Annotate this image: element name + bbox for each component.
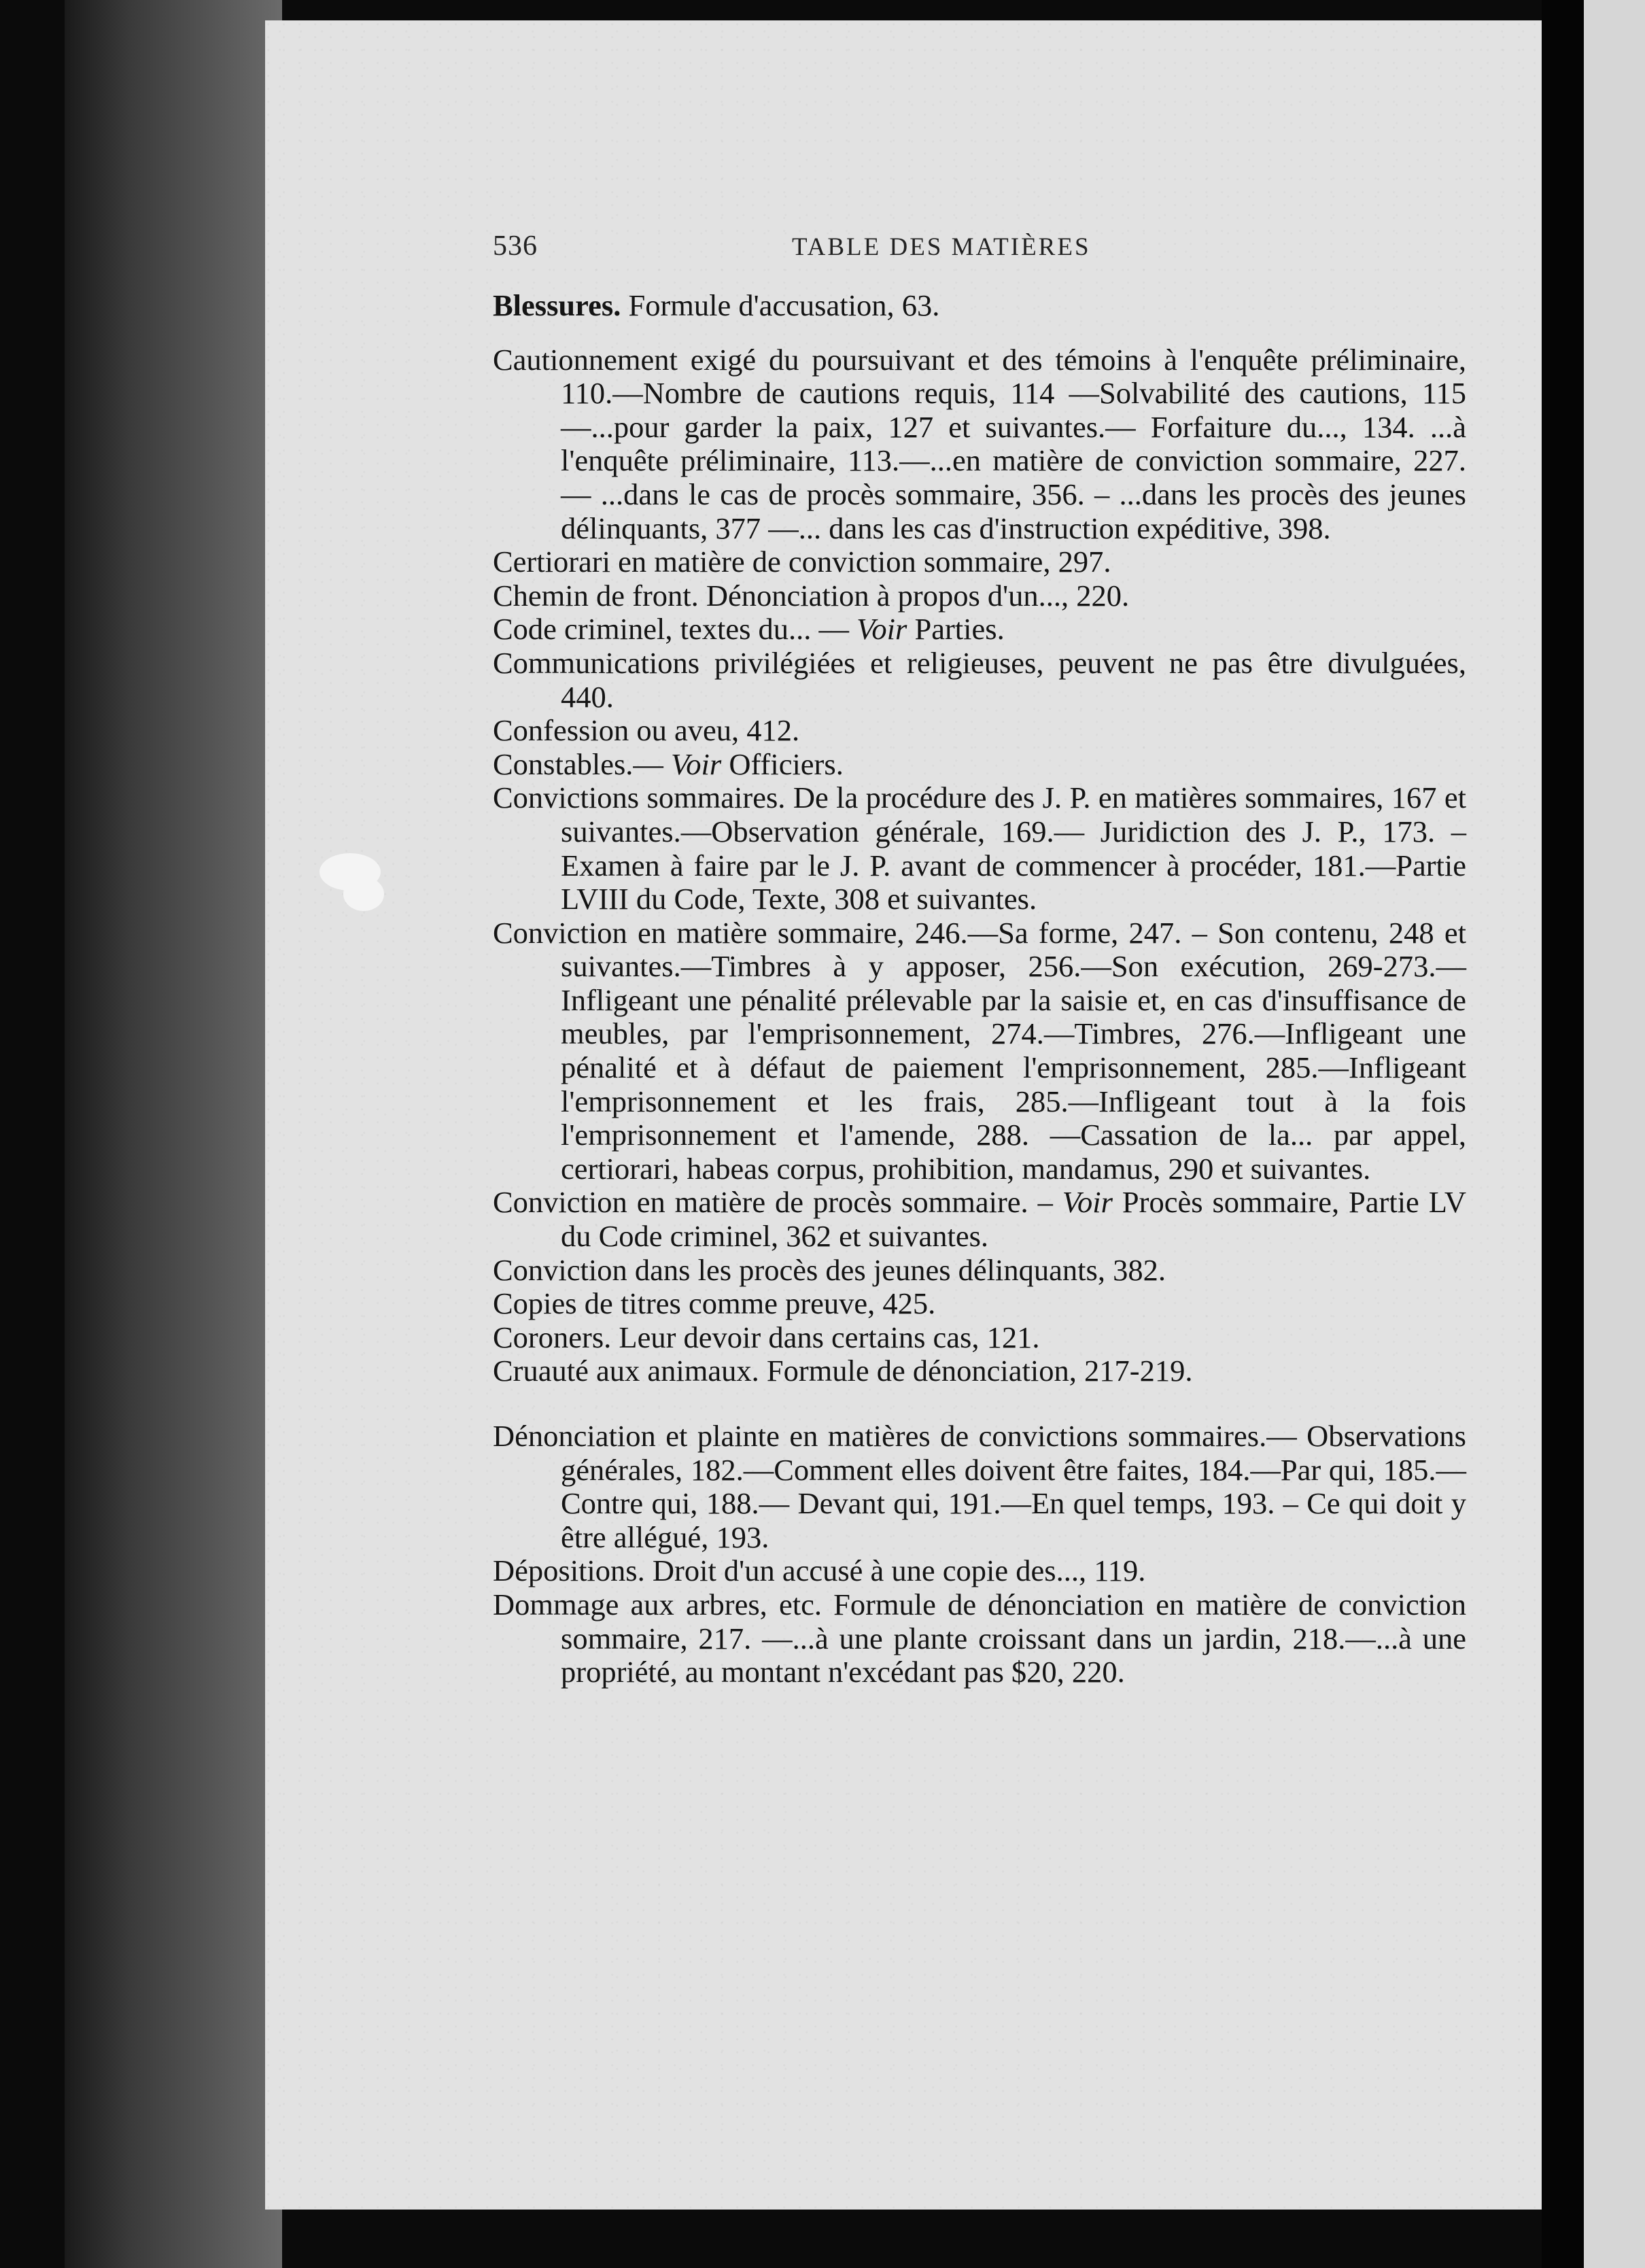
entry-text: en matière sommaire, 246.—Sa forme, 247. – Son contenu, 248 et suivantes.—Timbres à y apposer, 256.—Son exécution, 269-273.— Infligeant une pénalité prélevable par la saisie et, en cas d'insuffisance de meubles, par l'emprisonnement, 274.—Timbres, 276.—Infligeant une pénalité et à défaut de paiement l'emprisonnement, 285.—Infligeant l'emprisonnement et les frais, 285.—Infligeant tout à la fois l'emprisonnement et l'amende, 288. —Cassation de la... par appel, certiorari, habeas corpus, prohibition, mandamus, 290 et suivantes. — [561, 915, 1466, 1186]
entry-heading: Conviction — [493, 915, 627, 950]
index-entry — [493, 343, 1466, 546]
entry-text: dans les procès des jeunes délinquants, 382. — [627, 1252, 1166, 1287]
entry-text: Dénonciation à propos d'un..., 220. — [698, 578, 1130, 613]
entry-heading: Confession — [493, 713, 629, 748]
entry-heading: Chemin de front. — [493, 578, 699, 613]
page-gutter — [1542, 0, 1584, 2268]
index-entry — [493, 1254, 1466, 1288]
page-number: 536 — [493, 230, 538, 262]
entry-heading: Cruauté aux animaux. — [493, 1354, 759, 1388]
entry-text: exigé du poursuivant et des témoins à l'enquête préliminaire, 110.—Nombre de cautions requis, 114 —Solvabilité des cautions, 115 —...pour garder la paix, 127 et suivantes.— Forfaiture du..., 134. ...à l'enquête préliminaire, 113.—...en matière de conviction sommaire, 227.— ...dans le cas de procès sommaire, 356. – ...dans les procès des jeunes délinquants, 377 —... dans les cas d'instruction expéditive, 398. — [561, 342, 1466, 545]
entry-heading: Constables. — [493, 746, 634, 781]
entry-heading: Copies — [493, 1286, 577, 1321]
index-entry — [493, 1287, 1466, 1321]
index-entry — [493, 1321, 1466, 1355]
entry-text-after: Parties. — [907, 612, 1005, 647]
entry-heading: Cautionnement — [493, 342, 678, 377]
index-entry — [493, 1588, 1466, 1689]
voir-reference: Voir — [671, 746, 722, 781]
entry-heading: Dommage — [493, 1587, 619, 1621]
book-spine-edge — [65, 0, 282, 2268]
index-entry — [493, 1354, 1466, 1388]
entry-text: Droit d'un accusé à une copie des..., 119. — [644, 1553, 1146, 1588]
entry-heading: Code criminel, — [493, 612, 673, 647]
index-entry — [493, 1420, 1466, 1554]
entry-text: aux arbres, etc. Formule de dénonciation en matière de conviction sommaire, 217. —...à une plante croissant dans un jardin, 218.—...à une propriété, au montant n'excédant pas $20, 220. — [561, 1587, 1466, 1689]
entry-heading: Communications — [493, 645, 700, 680]
entry-heading: Coroners. — [493, 1320, 612, 1354]
entry-text: De la procédure des J. P. en matières sommaires, 167 et suivantes.—Observation générale, 169.— Juridiction des J. P., 173. – Examen à faire par le J. P. avant de commencer à procéder, 181.—Partie LVIII du Code, Texte, 308 et suivantes. — [561, 780, 1466, 916]
running-title: TABLE DES MATIÈRES — [792, 233, 1091, 261]
entry-text: privilégiées et religieuses, peuvent ne pas être divulguées, 440. — [561, 645, 1466, 714]
next-page-edge — [1584, 0, 1645, 2268]
voir-reference: Voir — [856, 612, 907, 647]
entry-heading: Conviction — [493, 1185, 627, 1220]
entry-heading: Blessures. — [493, 288, 621, 322]
index-entry — [493, 916, 1466, 1186]
index-entry — [493, 781, 1466, 916]
entry-text: Formule d'accusation, 63. — [621, 288, 940, 322]
index-entries — [493, 289, 1466, 1689]
index-entry — [493, 1554, 1466, 1588]
entry-heading: Certiorari — [493, 545, 610, 579]
entry-text: et plainte en matières de convictions sommaires.— Observations générales, 182.—Comment elles doivent être faites, 184.—Par qui, 185.—Contre qui, 188.— Devant qui, 191.—En quel temps, 193. – Ce qui doit y être allégué, 193. — [561, 1419, 1466, 1554]
entry-text: — — [633, 746, 672, 781]
entry-text: de titres comme preuve, 425. — [576, 1286, 936, 1321]
entry-heading: Dépositions. — [493, 1553, 645, 1588]
index-entry — [493, 545, 1466, 579]
voir-reference: Voir — [1062, 1185, 1113, 1220]
paper-speck — [343, 877, 384, 911]
index-entry — [493, 714, 1466, 748]
entry-text: en matière de procès sommaire. – — [627, 1185, 1062, 1220]
entry-text-after: Officiers. — [721, 746, 844, 781]
entry-text: Leur devoir dans certains cas, 121. — [611, 1320, 1040, 1354]
entry-text-after: Procès sommaire, Partie LV du Code criminel, 362 et suivantes. — [561, 1185, 1466, 1254]
entry-text: ou aveu, 412. — [629, 713, 800, 748]
entry-heading: Convictions sommaires. — [493, 780, 786, 815]
entry-heading: Dénonciation — [493, 1419, 656, 1453]
index-entry — [493, 748, 1466, 782]
entry-text: Formule de dénonciation, 217-219. — [759, 1354, 1193, 1388]
entry-heading: Conviction — [493, 1252, 627, 1287]
index-entry — [493, 613, 1466, 647]
index-entry — [493, 1186, 1466, 1253]
entry-text: en matière de conviction sommaire, 297. — [610, 545, 1111, 579]
index-entry — [493, 579, 1466, 613]
index-entry — [493, 647, 1466, 714]
entry-text: textes du... — — [672, 612, 857, 647]
running-head — [493, 230, 1472, 271]
index-entry — [493, 289, 1466, 323]
